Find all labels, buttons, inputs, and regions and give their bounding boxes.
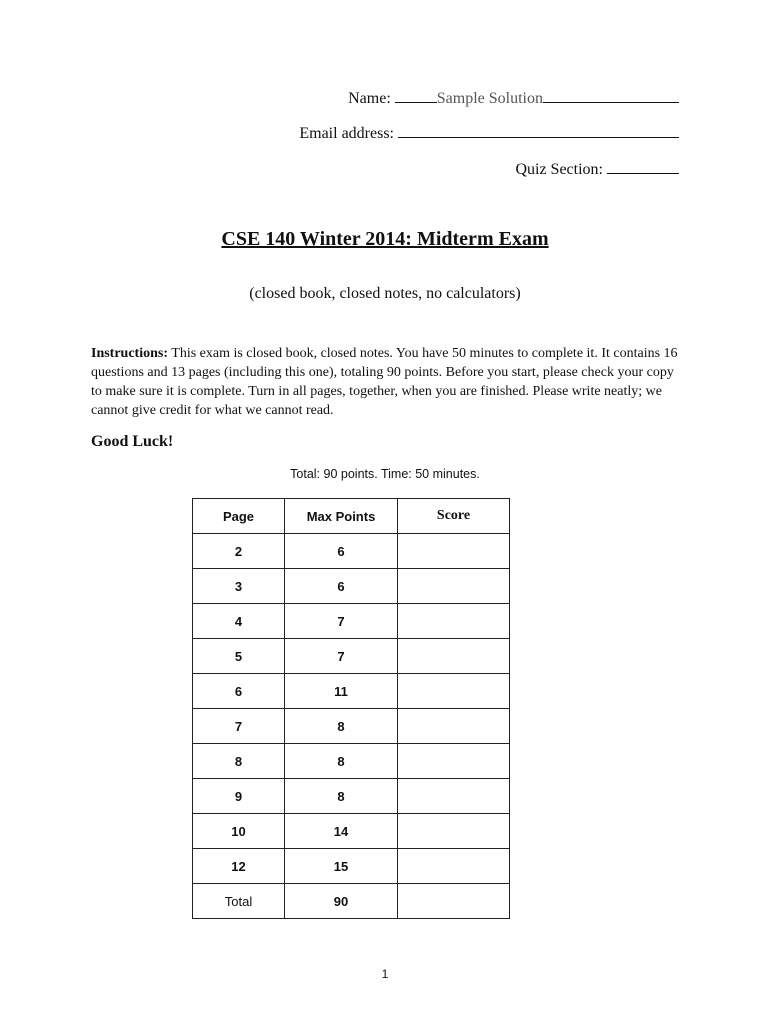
score-cell [398, 674, 510, 709]
page-cell: 9 [193, 779, 285, 814]
page-cell: 4 [193, 604, 285, 639]
quiz-section-blank [607, 158, 679, 174]
page-cell: 6 [193, 674, 285, 709]
score-cell [398, 569, 510, 604]
max-points-cell: 6 [285, 534, 398, 569]
score-cell [398, 744, 510, 779]
max-points-cell: 90 [285, 884, 398, 919]
max-points-cell: 11 [285, 674, 398, 709]
score-table-body [193, 534, 510, 919]
exam-title: CSE 140 Winter 2014: Midterm Exam [221, 228, 549, 250]
max-points-cell: 8 [285, 744, 398, 779]
email-label: Email address: [299, 125, 394, 142]
quiz-section-label: Quiz Section: [515, 161, 603, 178]
score-cell [398, 709, 510, 744]
header-score: Score [398, 499, 510, 534]
name-value: Sample Solution [436, 90, 543, 107]
score-cell [398, 604, 510, 639]
score-cell [398, 639, 510, 674]
name-blank-trail [543, 87, 679, 103]
table-row [193, 884, 510, 919]
instructions-text: This exam is closed book, closed notes. You have 50 minutes to complete it. It contains 16 questions and 13 pages (including this one), totaling 90 points. Before you start, please check your copy to make sure it is complete. Turn in all pages, together, when you are finished. Please write neatly; we cannot give credit for what we cannot read. [91, 346, 678, 418]
table-row [193, 814, 510, 849]
name-field-row [348, 87, 679, 108]
table-row [193, 849, 510, 884]
page-cell: 8 [193, 744, 285, 779]
table-row [193, 534, 510, 569]
instructions-paragraph [91, 344, 681, 420]
table-row [193, 709, 510, 744]
page-cell: 2 [193, 534, 285, 569]
total-points-line: Total: 90 points. Time: 50 minutes. [290, 467, 480, 481]
page-cell: 12 [193, 849, 285, 884]
header-page: Page [193, 499, 285, 534]
name-label: Name: [348, 90, 391, 107]
table-row [193, 569, 510, 604]
max-points-cell: 7 [285, 604, 398, 639]
table-row [193, 674, 510, 709]
max-points-cell: 15 [285, 849, 398, 884]
page-cell: 7 [193, 709, 285, 744]
table-header-row [193, 499, 510, 534]
email-blank [398, 122, 679, 138]
exam-subtitle: (closed book, closed notes, no calculators) [249, 285, 521, 302]
page-cell: 5 [193, 639, 285, 674]
score-cell [398, 884, 510, 919]
table-row [193, 779, 510, 814]
score-cell [398, 849, 510, 884]
page-cell: 10 [193, 814, 285, 849]
score-cell [398, 534, 510, 569]
email-field-row [299, 122, 679, 143]
max-points-cell: 7 [285, 639, 398, 674]
score-table [192, 498, 510, 919]
table-row [193, 604, 510, 639]
instructions-label: Instructions: [91, 346, 169, 361]
table-row [193, 639, 510, 674]
max-points-cell: 6 [285, 569, 398, 604]
page-cell: Total [193, 884, 285, 919]
name-blank-lead [395, 87, 437, 103]
max-points-cell: 8 [285, 709, 398, 744]
good-luck-text: Good Luck! [91, 433, 174, 450]
header-max-points: Max Points [285, 499, 398, 534]
max-points-cell: 8 [285, 779, 398, 814]
score-cell [398, 779, 510, 814]
quiz-section-field-row [515, 158, 679, 179]
page-cell: 3 [193, 569, 285, 604]
page-number: 1 [381, 967, 389, 981]
table-row [193, 744, 510, 779]
score-cell [398, 814, 510, 849]
max-points-cell: 14 [285, 814, 398, 849]
